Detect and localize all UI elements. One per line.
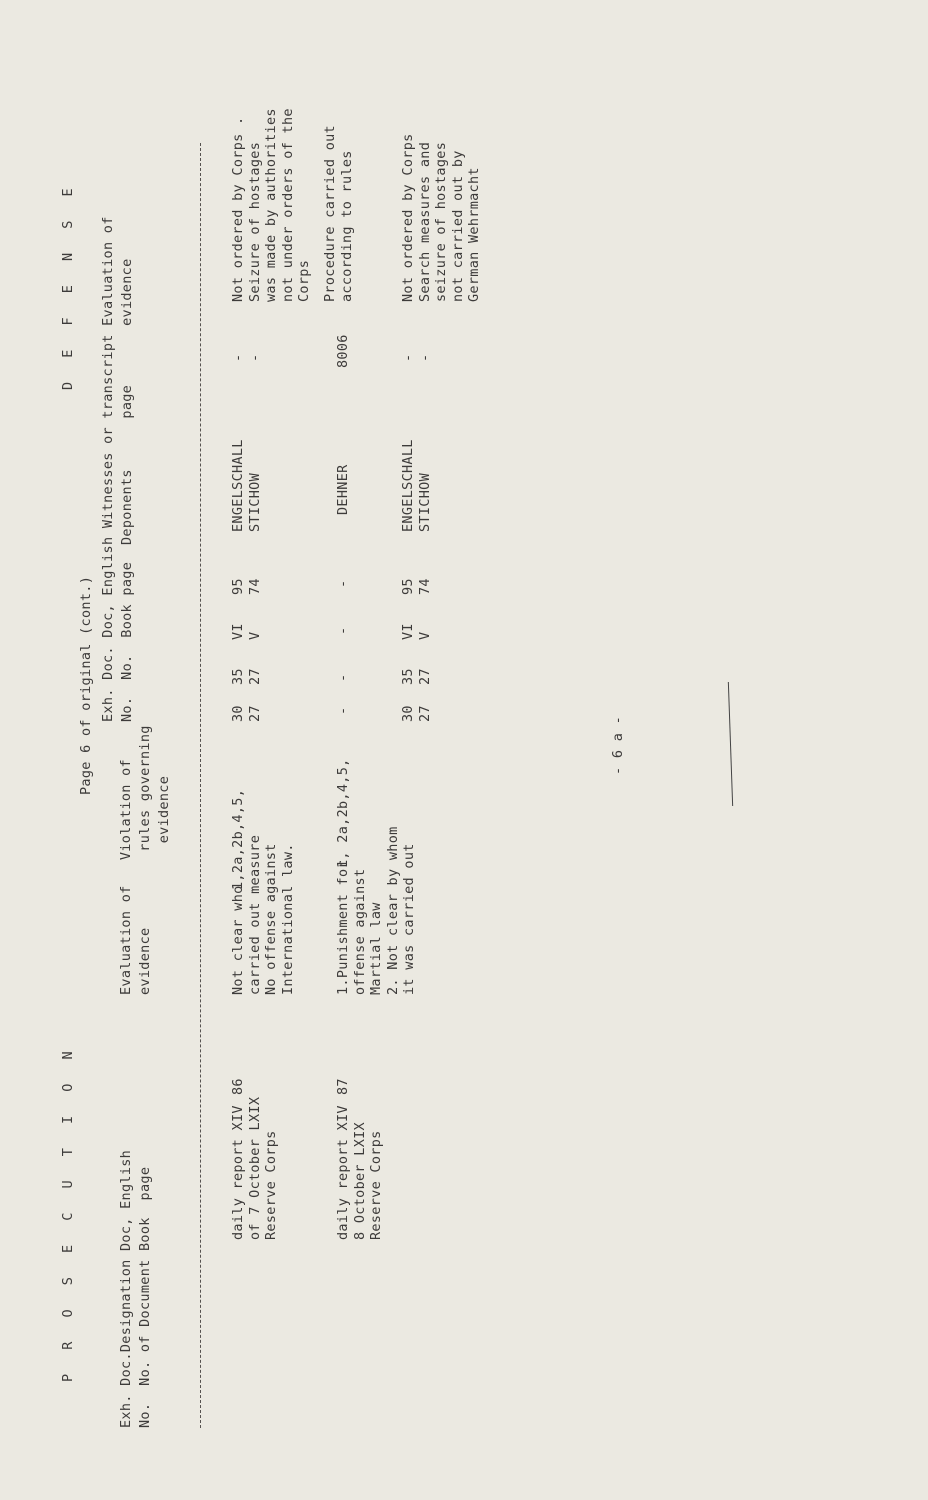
row2-defense-evaluation: Procedure carried out according to rules: [322, 125, 355, 302]
page-number: - 6 a -: [610, 716, 626, 775]
row2-doc: daily report XIV 8 October LXIX Reserve Corps: [335, 1105, 384, 1240]
col3-header-line2: No. No. Book page Deponents page evidence: [119, 258, 135, 722]
row1-docno: 35 27: [230, 668, 263, 685]
col3-header-line1: Exh. Doc. Doc, English Witnesses or transcript Evaluation of: [100, 216, 116, 722]
row1-bookpage: 95 74: [230, 578, 263, 595]
row2-bookpage: -: [335, 579, 351, 588]
row2-witnesses: DEHNER: [335, 464, 351, 515]
row1-transcript: - -: [230, 353, 263, 362]
row3-bookpage: 95 74: [400, 578, 433, 595]
row3-exh: 30 27: [400, 705, 433, 722]
row3-docno: 35 27: [400, 668, 433, 685]
row3-witnesses: ENGELSCHALL STICHOW: [400, 439, 433, 532]
row2-page: 87: [335, 1078, 351, 1095]
prosecution-heading: P R O S E C U T I O N: [60, 1043, 76, 1382]
col2-header-line3: evidence: [156, 775, 172, 995]
col2-header-line2: evidence rules governing: [137, 725, 153, 995]
row1-doc: daily report XIV of 7 October LXIX Reserve Corps: [230, 1096, 279, 1240]
row2-book: -: [335, 626, 351, 635]
col1-header-line2: No. No. of Document Book page: [137, 1166, 153, 1428]
row1-exh: 30 27: [230, 705, 263, 722]
row2-rules: 1, 2a,2b,4,5,: [335, 758, 351, 868]
defense-heading: D E F E N S E: [60, 180, 76, 390]
row1-book: VI V: [230, 623, 263, 640]
row1-page: 86: [230, 1078, 246, 1095]
row3-transcript: - -: [400, 353, 433, 362]
row1-evaluation: Not clear who carried out measure No offense against International law.: [230, 834, 296, 995]
row2-exh: -: [335, 706, 351, 715]
header-divider: [200, 143, 201, 1428]
col2-header-line1: Evaluation of Violation of: [118, 759, 134, 995]
col1-header-line1: Exh. Doc.Designation Doc, English: [118, 1149, 134, 1428]
row3-defense-evaluation: Not ordered by Corps Search measures and seizure of hostages not carried out by German Wehrmacht: [400, 133, 482, 302]
row2-transcript: 8006: [335, 334, 351, 368]
row1-rules: 1,2a,2b,4,5,: [230, 788, 246, 890]
page-note: Page 6 of original (cont.): [78, 575, 94, 795]
row2-evaluation: 1.Punishment for offense against Martial law 2. Not clear by whom it was carried out: [335, 826, 417, 995]
row1-witnesses: ENGELSCHALL STICHOW: [230, 439, 263, 532]
signature-line: [728, 682, 733, 806]
row3-book: VI V: [400, 623, 433, 640]
row1-defense-evaluation: Not ordered by Corps . Seizure of hostages was made by authorities not under orders of the Corps: [230, 108, 312, 302]
row2-docno: -: [335, 673, 351, 682]
